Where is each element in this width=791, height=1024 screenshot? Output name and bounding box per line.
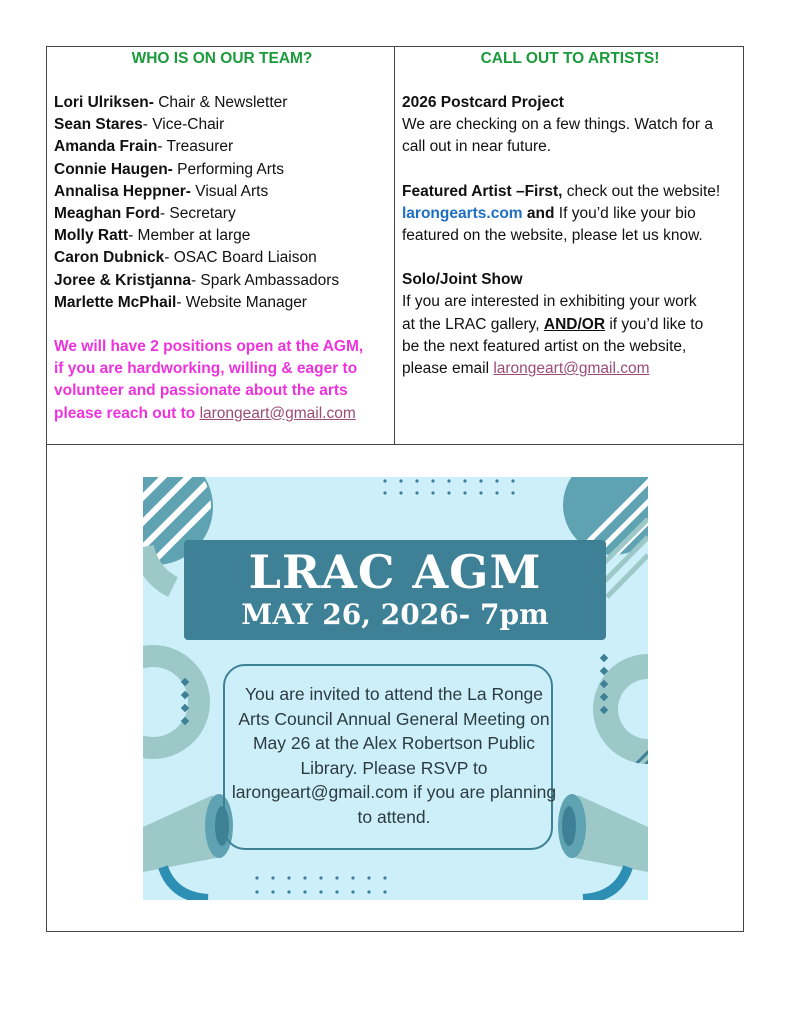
artists-heading: CALL OUT TO ARTISTS! [480, 50, 660, 67]
member-role: - OSAC Board Liaison [164, 249, 317, 267]
team-section [54, 46, 390, 425]
postcard-text: We are checking on a few things. Watch for a [402, 116, 714, 134]
solo-title: Solo/Joint Show [402, 271, 523, 289]
team-member [54, 292, 390, 314]
member-name: Joree & Kristjanna [54, 271, 191, 289]
team-member [54, 270, 390, 292]
member-name: Marlette McPhail [54, 293, 177, 311]
member-name: Connie Haugen- [54, 160, 173, 178]
team-member [54, 92, 390, 114]
and-word: and [522, 204, 555, 222]
featured-text: If you’d like your bio [554, 204, 696, 222]
team-member [54, 225, 390, 247]
member-name: Meaghan Ford [54, 205, 160, 223]
member-role: - Spark Ambassadors [190, 271, 340, 289]
solo-text: if you’d like to [605, 315, 704, 333]
member-role: - Website Manager [176, 293, 307, 311]
positions-line: We will have 2 positions open at the AGM, [54, 338, 364, 356]
solo-text: please email [402, 360, 494, 378]
member-name: Lori Ulriksen- [54, 94, 154, 111]
featured-title: Featured Artist –First, [402, 182, 563, 200]
member-role: - Secretary [159, 205, 236, 223]
poster-date: MAY 26, 2026- 7pm [241, 598, 549, 631]
member-role: Performing Arts [172, 160, 284, 178]
team-member [54, 114, 390, 136]
solo-text: If you are interested in exhibiting your work [402, 293, 697, 311]
member-role: - Treasurer [157, 138, 234, 156]
positions-line: if you are hardworking, willing & eager to [54, 360, 358, 378]
website-link[interactable]: larongearts.com [402, 204, 523, 222]
member-name: Sean Stares [54, 116, 143, 134]
postcard-text: call out in near future. [402, 138, 552, 156]
team-member [54, 136, 390, 158]
postcard-title: 2026 Postcard Project [402, 94, 564, 111]
column-divider [394, 46, 395, 445]
artists-email-link[interactable]: larongeart@gmail.com [493, 360, 650, 378]
team-list [54, 92, 390, 314]
member-role: - Vice-Chair [142, 116, 225, 134]
team-heading: WHO IS ON OUR TEAM? [131, 50, 313, 67]
positions-line: volunteer and passionate about the arts [54, 382, 348, 400]
agm-banner [184, 540, 606, 640]
team-member [54, 203, 390, 225]
megaphone-icon [558, 794, 648, 899]
member-role: Visual Arts [190, 182, 269, 200]
invite-line: larongeart@gmail.com if you are planning [231, 782, 557, 802]
artists-section [402, 46, 738, 380]
featured-text: check out the website! [562, 182, 721, 200]
invite-text [219, 682, 569, 829]
ring-decoration [143, 656, 199, 748]
poster-title: LRAC AGM [248, 545, 542, 599]
solo-text: at the LRAC gallery, [402, 315, 544, 333]
member-role: Chair & Newsletter [153, 94, 288, 111]
positions-notice [54, 336, 390, 425]
team-member [54, 247, 390, 269]
team-member [54, 159, 390, 181]
member-name: Annalisa Heppner- [54, 182, 191, 200]
member-name: Caron Dubnick [54, 249, 165, 267]
member-name: Amanda Frain [54, 138, 158, 156]
agm-poster [143, 477, 648, 900]
member-name: Molly Ratt [54, 227, 129, 245]
featured-text: featured on the website, please let us know. [402, 227, 703, 245]
invite-line: May 26 at the Alex Robertson Public [252, 733, 536, 753]
row-divider [46, 444, 744, 445]
invite-line: Library. Please RSVP to [300, 757, 488, 778]
solo-text: be the next featured artist on the website, [402, 337, 687, 355]
positions-line: please reach out to [54, 404, 200, 422]
andor-text: AND/OR [543, 315, 606, 333]
team-member [54, 181, 390, 203]
team-email-link[interactable]: larongeart@gmail.com [199, 404, 356, 422]
invite-line: Arts Council Annual General Meeting on [238, 708, 550, 729]
member-role: - Member at large [128, 227, 251, 245]
invite-line: to attend. [357, 806, 431, 827]
invite-line: You are invited to attend the La Ronge [244, 684, 544, 704]
